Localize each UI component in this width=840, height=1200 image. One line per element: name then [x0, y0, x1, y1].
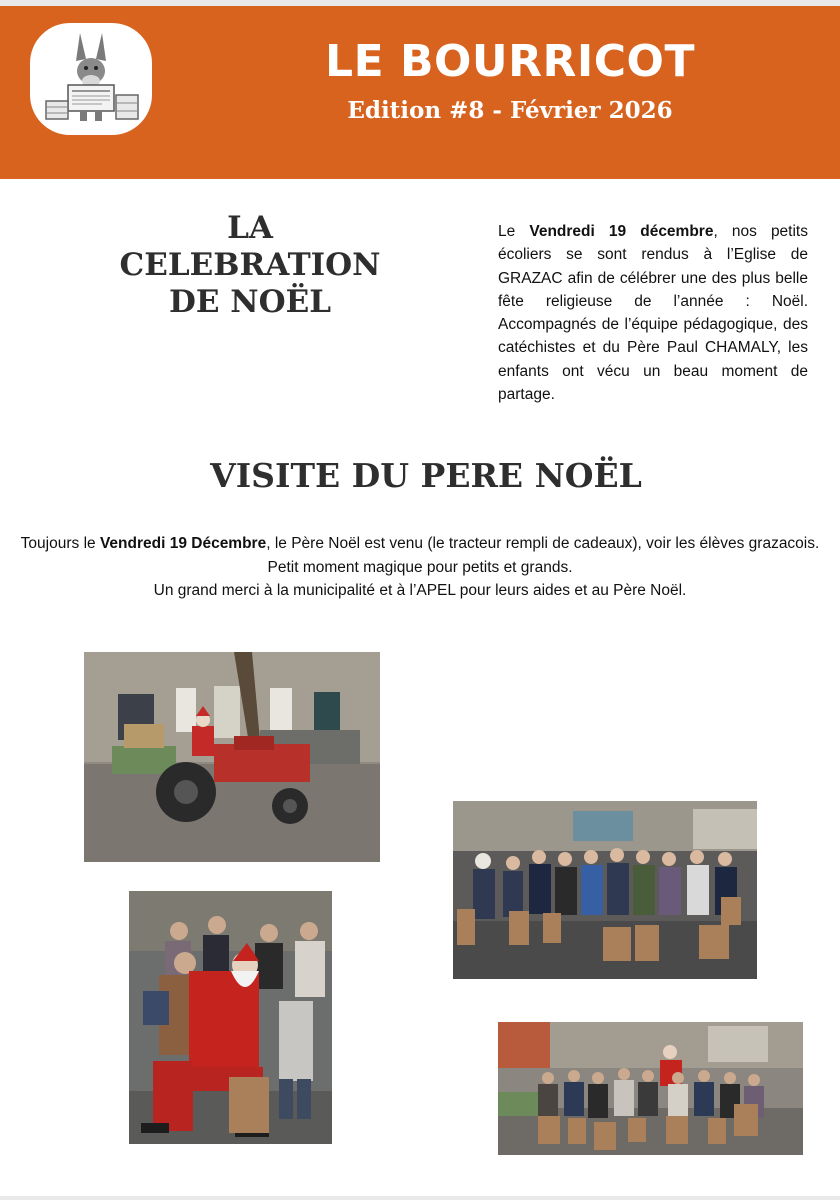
celebration-heading — [100, 210, 400, 321]
header-banner — [0, 6, 840, 179]
visite-heading: VISITE DU PERE NOËL — [210, 456, 642, 495]
intro-text: , nos petits écoliers se sont rendus à l’Eglise de GRAZAC afin de célébrer une des plus belle fête religieuse de l’année : Noël. Accompagnés de l’équipe pédagogique, des catéchistes et du Père Paul CHAMALY, les enfants ont vécu un beau moment de partage. — [498, 223, 808, 404]
celebration-paragraph — [498, 220, 808, 406]
donkey-logo-icon — [30, 23, 152, 135]
santa-tractor-photo — [84, 652, 380, 862]
visite-date: Vendredi 19 Décembre — [99, 535, 267, 552]
celebration-heading-line: CELEBRATION — [119, 247, 381, 283]
visite-prefix: Toujours le — [20, 535, 100, 552]
intro-date: Vendredi 19 décembre — [529, 223, 714, 240]
celebration-heading-line: LA — [227, 210, 273, 246]
intro-prefix: Le — [498, 223, 530, 240]
visite-paragraph — [20, 532, 820, 603]
newsletter-page — [0, 6, 840, 1196]
visite-line-2: Un grand merci à la municipalité et à l’APEL pour leurs aides et au Père Noël. — [153, 582, 687, 599]
newsletter-title: LE BOURRICOT — [325, 36, 695, 87]
edition-subtitle: Edition #8 - Février 2026 — [347, 97, 673, 124]
santa-with-children-photo — [129, 891, 332, 1144]
visite-line-1 — [20, 532, 820, 579]
celebration-heading-line: DE NOËL — [168, 284, 332, 320]
group-tractor-photo — [498, 1022, 803, 1155]
visite-text: , le Père Noël est venu (le tracteur rempli de cadeaux), voir les élèves grazacois. Petit moment magique pour petits et grands. — [266, 535, 820, 576]
students-group-photo — [453, 801, 757, 979]
